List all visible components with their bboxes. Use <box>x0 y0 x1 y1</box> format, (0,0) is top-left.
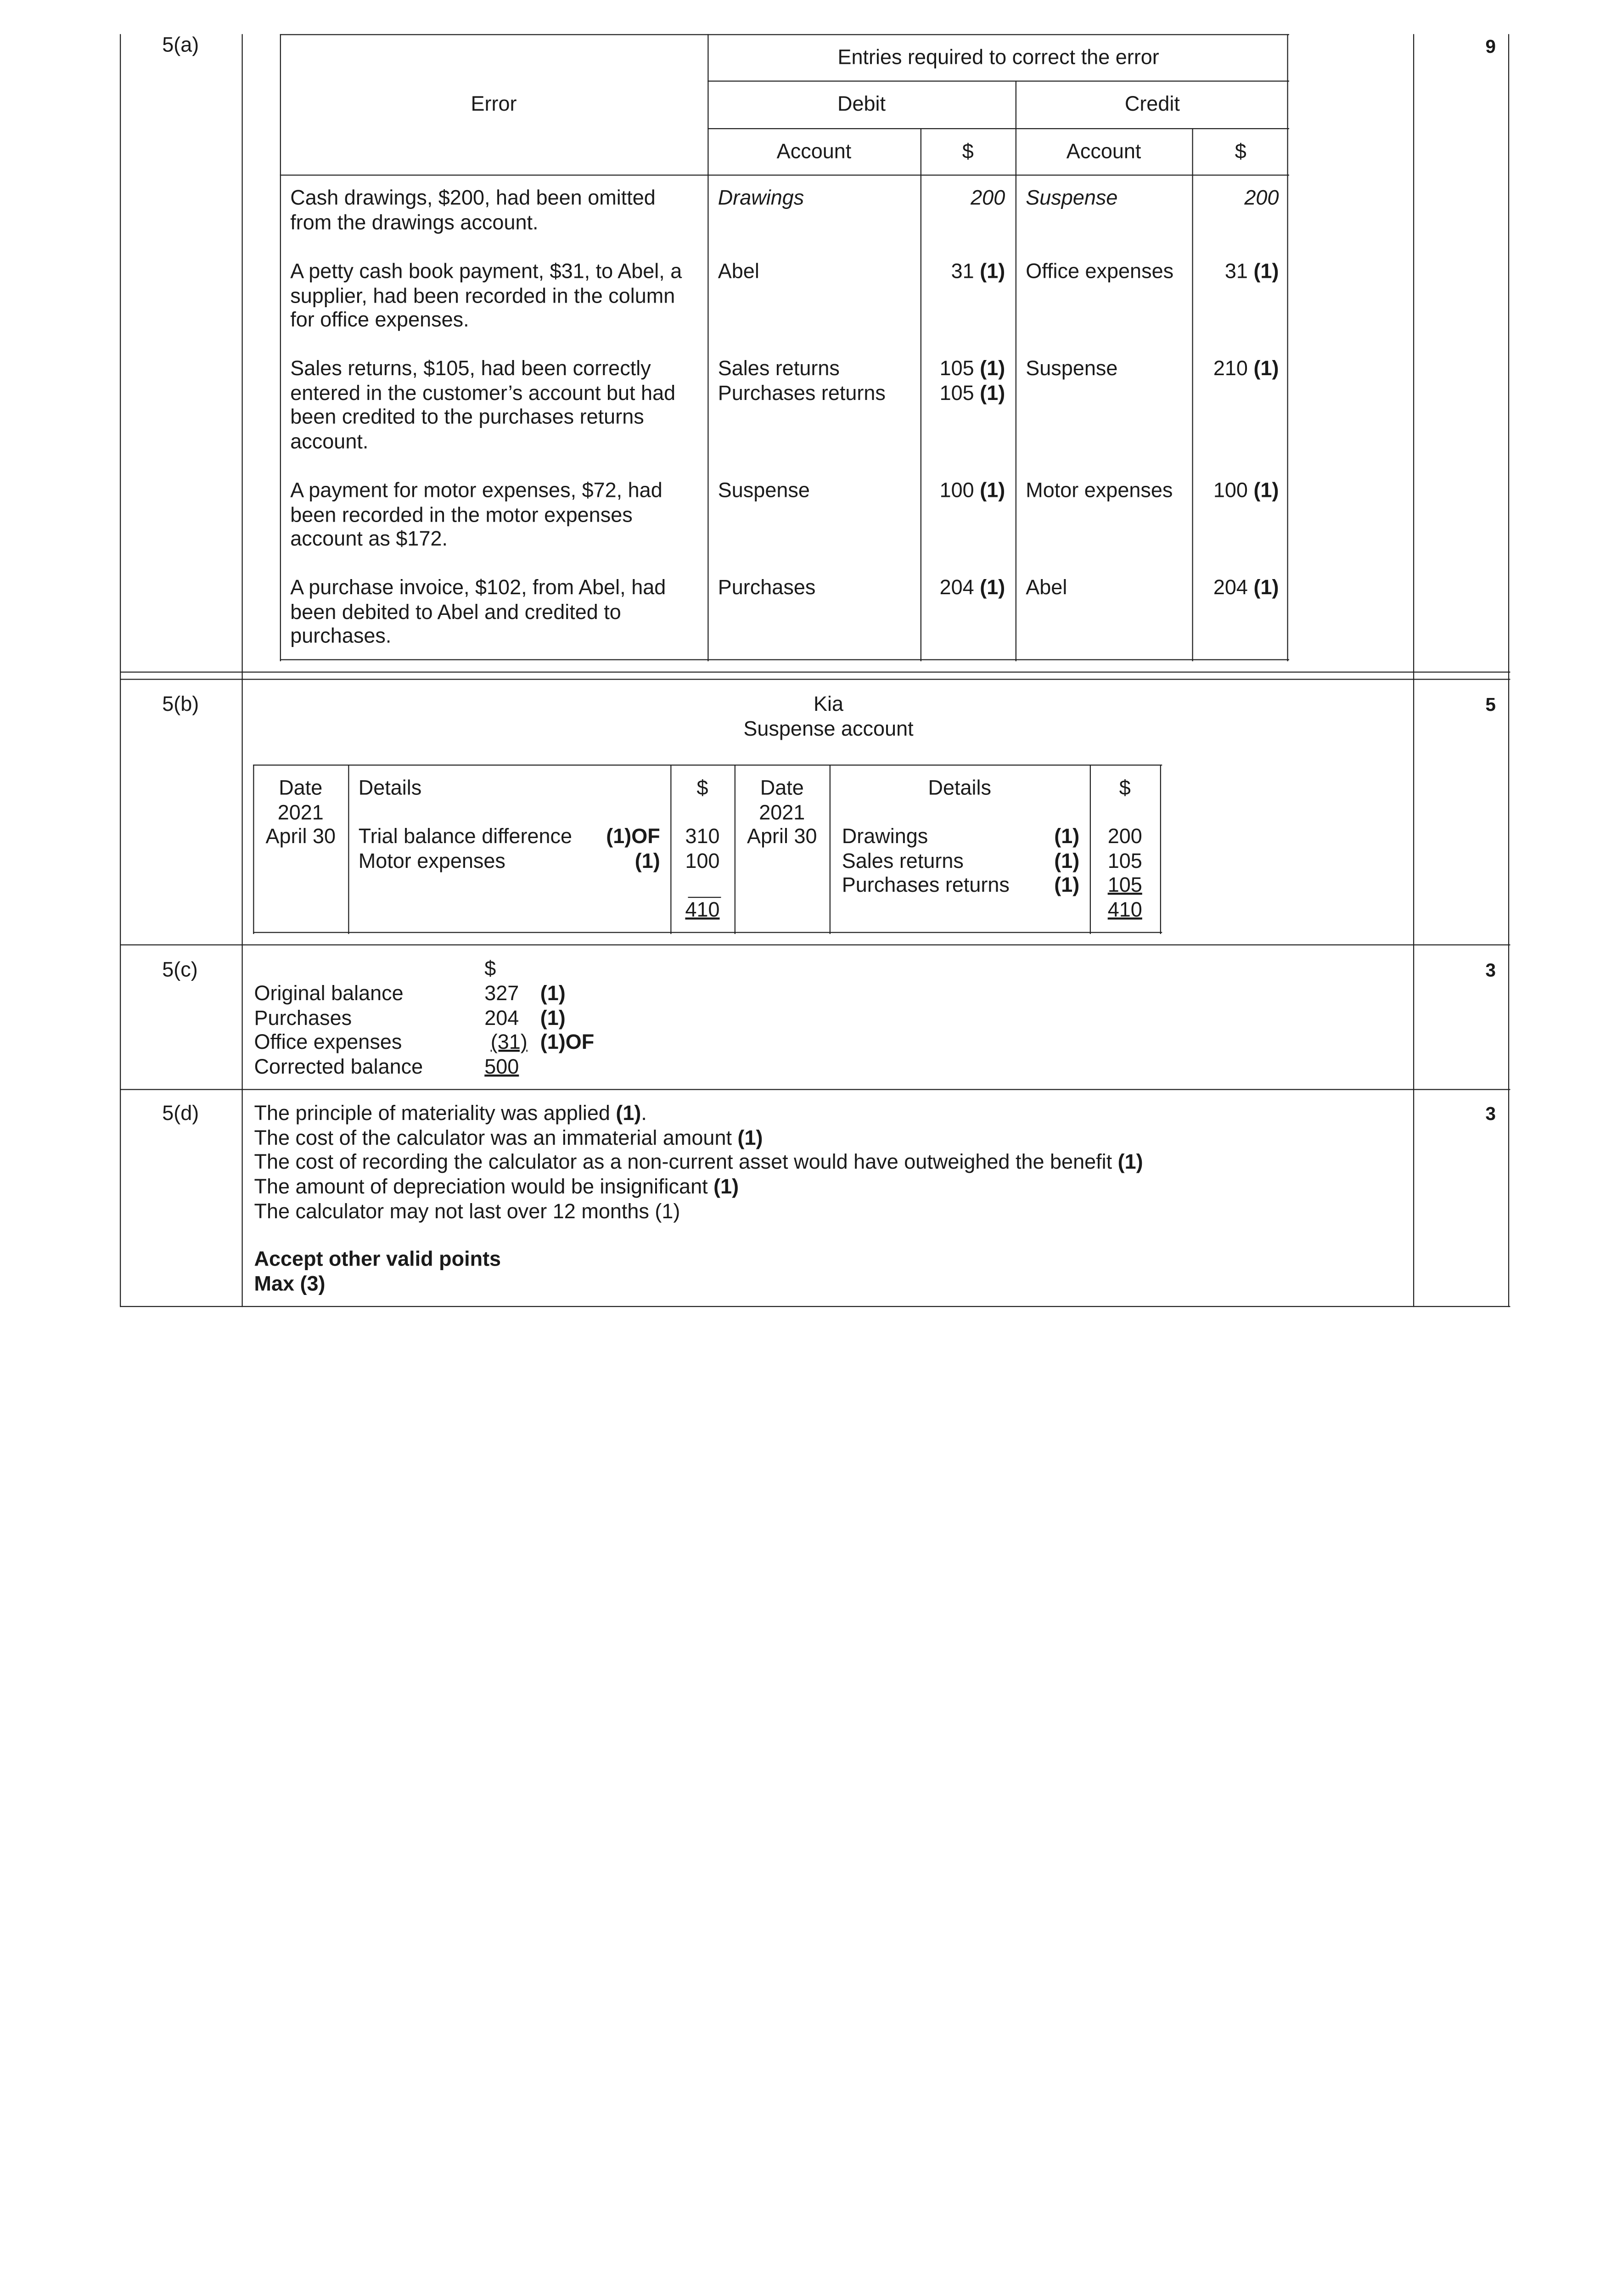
error-text: account as $172. <box>290 528 448 551</box>
tb-bottom <box>253 932 1162 934</box>
question-label-d: 5(d) <box>162 1102 199 1125</box>
credit-amounts <box>1090 826 1160 923</box>
debit-account: Abel <box>718 260 759 283</box>
balance-label: Corrected balance <box>254 1056 423 1079</box>
balance-amount: 204 <box>484 1007 519 1030</box>
debit-date-col <box>253 777 348 850</box>
mark-award: (1) <box>1253 576 1279 599</box>
rule-right <box>1508 34 1510 1307</box>
mark-award: (1) <box>713 1176 739 1199</box>
header-credit: Credit <box>1124 93 1180 116</box>
answer-point <box>254 1200 1143 1225</box>
mark-award: (1) <box>540 1007 566 1030</box>
row-bottom <box>120 1306 1510 1307</box>
rule-left <box>120 34 121 1307</box>
debit-dollar-header: $ <box>696 777 708 800</box>
ta-left <box>280 34 281 661</box>
error-row-1 <box>290 187 656 236</box>
balance-dollar-header: $ <box>484 957 496 981</box>
ledger-entry <box>842 850 1080 874</box>
marks-d: 3 <box>1485 1103 1496 1124</box>
header-entries: Entries required to correct the error <box>837 46 1159 69</box>
credit-account: Suspense <box>1026 187 1118 210</box>
max-text: Max (3) <box>254 1272 326 1295</box>
mark-award: (1) <box>1253 357 1279 380</box>
error-row-4 <box>290 479 662 553</box>
ledger-entry <box>842 826 1080 850</box>
debit-total-rule <box>688 897 721 898</box>
point-text: The calculator may not last over 12 months (1) <box>254 1200 680 1223</box>
debit-account: Sales returns <box>718 357 840 380</box>
point-tail: . <box>641 1102 647 1125</box>
header-credit-dollar: $ <box>1235 141 1246 163</box>
error-row-5 <box>290 577 666 650</box>
point-text: The cost of recording the calculator as a non-current asset would have outweighed the benefit <box>254 1151 1118 1174</box>
credit-amount: 100 <box>1213 479 1248 502</box>
error-text: been debited to Abel and credited to <box>290 601 621 624</box>
entry-details: Trial balance difference <box>358 825 573 849</box>
debit-amount: 200 <box>971 187 1005 210</box>
error-text: from the drawings account. <box>290 211 539 235</box>
debit-details-col <box>359 826 660 875</box>
error-text: A purchase invoice, $102, from Abel, had <box>290 576 666 599</box>
point-text: The amount of depreciation would be insignificant <box>254 1176 714 1199</box>
debit-amount-cell <box>921 479 1005 503</box>
ledger-owner: Kia <box>813 693 844 716</box>
credit-dollar-header: $ <box>1119 777 1131 800</box>
tb-right <box>1160 765 1162 934</box>
error-text: been credited to the purchases returns <box>290 406 644 429</box>
date-header: Date <box>760 777 804 800</box>
mark-award: (1)OF <box>540 1031 595 1054</box>
mark-award: (1) <box>980 357 1005 380</box>
answer-point <box>254 1151 1143 1176</box>
mark-award: (1) <box>540 982 566 1006</box>
credit-amount-cell <box>1192 577 1279 601</box>
year: 2021 <box>759 801 805 824</box>
error-text: been recorded in the motor expenses <box>290 504 633 527</box>
ta-h1 <box>707 81 1289 82</box>
credit-account: Office expenses <box>1026 260 1174 283</box>
mark-award: (1) <box>980 382 1005 405</box>
rule-col3 <box>1413 34 1415 1307</box>
mark-award: (1) <box>980 479 1005 502</box>
error-text: purchases. <box>290 625 392 648</box>
debit-amount-cell <box>921 260 1005 284</box>
mark-award: (1) <box>1054 850 1080 873</box>
header-debit-dollar: $ <box>962 141 974 163</box>
question-label-b: 5(b) <box>162 693 199 716</box>
error-text: account. <box>290 431 369 454</box>
row-sep-c-d <box>120 1089 1510 1091</box>
row-sep-a-b-2 <box>120 679 1510 680</box>
entry-amount: 105 <box>1107 874 1142 897</box>
balance-amount: (31) <box>490 1031 528 1054</box>
error-text: Cash drawings, $200, had been omitted <box>290 187 656 210</box>
entry-amount: 100 <box>685 850 720 873</box>
marks-a: 9 <box>1485 36 1496 57</box>
credit-account: Abel <box>1026 576 1067 599</box>
debit-account: Suspense <box>718 479 810 502</box>
answer-point <box>254 1103 1143 1127</box>
credit-amount: 210 <box>1213 357 1248 380</box>
credit-amount: 31 <box>1224 260 1248 283</box>
mark-award: (1)OF <box>606 825 660 849</box>
mark-award: (1) <box>1253 260 1279 283</box>
entry-date: April 30 <box>265 826 336 849</box>
credit-details-header: Details <box>928 777 992 800</box>
error-text: Sales returns, $105, had been correctly <box>290 357 651 380</box>
ta-top <box>280 34 1289 35</box>
mark-award: (1) <box>737 1127 763 1150</box>
error-row-3 <box>290 358 675 456</box>
header-credit-account: Account <box>1066 141 1141 163</box>
balance-marks <box>540 983 594 1056</box>
debit-amount: 100 <box>939 479 974 502</box>
debit-amount-line <box>921 382 1005 406</box>
debit-amount: 204 <box>939 576 974 599</box>
question-label-a: 5(a) <box>162 34 199 57</box>
mark-award: (1) <box>980 260 1005 283</box>
mark-award: (1) <box>1054 825 1080 849</box>
ledger-entry <box>359 826 660 850</box>
balance-amounts <box>484 983 528 1080</box>
marks-c: 3 <box>1485 960 1496 981</box>
entry-date: April 30 <box>747 826 817 849</box>
ta-bottom <box>280 659 1289 661</box>
credit-account: Motor expenses <box>1026 479 1173 502</box>
mark-award: (1) <box>980 576 1005 599</box>
ledger-title: Suspense account <box>743 718 914 741</box>
debit-accounts <box>718 358 886 407</box>
ledger-entry <box>842 874 1080 899</box>
balance-label: Purchases <box>254 1007 352 1030</box>
header-debit: Debit <box>837 93 886 116</box>
entry-details: Motor expenses <box>358 850 505 873</box>
credit-amount: 204 <box>1213 576 1248 599</box>
debit-details-header: Details <box>358 777 422 800</box>
entry-amount: 310 <box>685 825 720 849</box>
balance-label: Original balance <box>254 982 404 1006</box>
entry-details: Sales returns <box>842 850 964 873</box>
entry-amount: 105 <box>1107 850 1142 873</box>
credit-details-col <box>842 826 1080 899</box>
answer-point <box>254 1127 1143 1151</box>
credit-amount: 200 <box>1244 187 1279 210</box>
rule-col2 <box>242 34 243 1307</box>
mark-award: (1) <box>616 1102 641 1125</box>
balance-labels <box>254 983 423 1080</box>
point-text: The principle of materiality was applied <box>254 1102 616 1125</box>
balance-label: Office expenses <box>254 1031 402 1054</box>
error-text: entered in the customer’s account but had <box>290 382 676 405</box>
year: 2021 <box>277 801 324 824</box>
debit-amount: 31 <box>951 260 974 283</box>
balance-amount: 327 <box>484 982 519 1006</box>
debit-amounts <box>670 826 735 875</box>
entry-amount: 200 <box>1107 825 1142 849</box>
balance-amount: 500 <box>484 1056 519 1079</box>
credit-account: Suspense <box>1026 357 1118 380</box>
error-text: A payment for motor expenses, $72, had <box>290 479 662 502</box>
mark-award: (1) <box>1117 1151 1143 1174</box>
debit-amount: 105 <box>939 357 974 380</box>
credit-total: 410 <box>1107 899 1142 922</box>
entry-details: Drawings <box>842 825 928 849</box>
error-text: supplier, had been recorded in the column <box>290 285 675 308</box>
credit-date-col <box>735 777 830 850</box>
header-error: Error <box>471 93 517 116</box>
mark-award: (1) <box>634 850 660 873</box>
mark-award: (1) <box>1253 479 1279 502</box>
accept-text: Accept other valid points <box>254 1248 501 1271</box>
row-sep-a-b-1 <box>120 672 1510 673</box>
answer-points <box>254 1103 1143 1225</box>
accept-note <box>254 1248 501 1297</box>
debit-account: Purchases <box>718 576 816 599</box>
error-text: A petty cash book payment, $31, to Abel, a <box>290 260 682 283</box>
error-text: for office expenses. <box>290 309 469 332</box>
tb-top <box>253 765 1162 766</box>
debit-amount-cell <box>921 577 1005 601</box>
row-sep-b-c <box>120 945 1510 946</box>
marks-b: 5 <box>1485 694 1496 715</box>
correction-table <box>280 34 1289 661</box>
debit-account: Drawings <box>718 187 804 210</box>
error-row-2 <box>290 260 682 334</box>
tb-v1 <box>348 765 349 934</box>
mark-award: (1) <box>1054 874 1080 897</box>
answer-point <box>254 1176 1143 1200</box>
credit-amount-cell <box>1192 260 1279 284</box>
credit-amount-cell <box>1192 479 1279 503</box>
debit-amounts <box>921 358 1005 407</box>
suspense-ledger <box>253 765 1162 934</box>
credit-amount-cell <box>1192 358 1279 382</box>
debit-amount-line <box>921 358 1005 382</box>
header-debit-account: Account <box>776 141 852 163</box>
ta-h2 <box>707 128 1289 129</box>
date-header: Date <box>279 777 323 800</box>
ta-h3 <box>280 174 1289 176</box>
debit-amount: 105 <box>939 382 974 405</box>
entry-details: Purchases returns <box>842 874 1010 897</box>
ta-v3 <box>1016 81 1017 662</box>
debit-account: Purchases returns <box>718 382 886 405</box>
question-label-c: 5(c) <box>162 959 198 982</box>
point-text: The cost of the calculator was an immaterial amount <box>254 1127 738 1150</box>
debit-total: 410 <box>685 899 720 922</box>
ledger-entry <box>359 850 660 874</box>
